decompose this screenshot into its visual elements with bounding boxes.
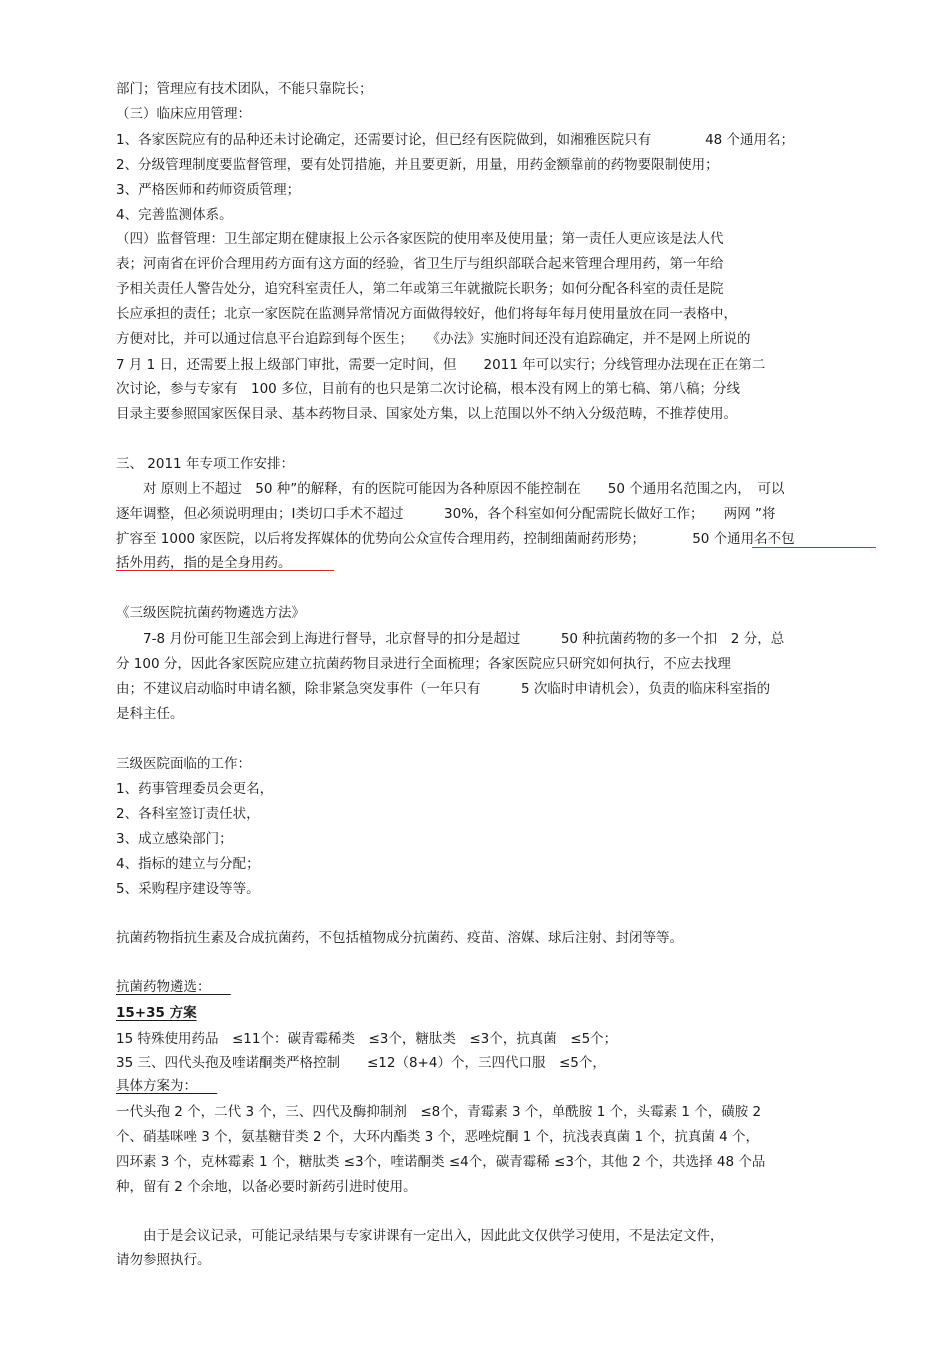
- text-line: 35 三、四代头孢及喹诺酮类严格控制 ≤12（8+4）个，三四代口服 ≤5个，: [116, 1055, 606, 1071]
- section-heading: 《三级医院抗菌药物遴选方法》: [116, 605, 305, 621]
- section-heading: （三）临床应用管理：: [116, 106, 251, 122]
- text-line: 予相关责任人警告处分，追究科室责任人，第二年或第三年就撤院长职务；如何分配各科室的责任是院: [116, 281, 724, 297]
- text-line: 由于是会议记录，可能记录结果与专家讲课有一定出入，因此此文仅供学习使用，不是法定文件，: [116, 1228, 724, 1244]
- text-line: 个、硝基咪唑 3 个，氨基糖苷类 2 个，大环内酯类 3 个，恶唑烷酮 1 个，抗浅表真菌 1 个，抗真菌 4 个，: [116, 1129, 760, 1145]
- list-item: 3、成立感染部门；: [116, 831, 233, 847]
- text-line: 次讨论，参与专家有 100 多位，目前有的也只是第二次讨论稿，根本没有网上的第七稿、第八稿；分线: [116, 381, 741, 397]
- list-item: 2、各科室签订责任状，: [116, 806, 260, 822]
- list-item: 1、各家医院应有的品种还未讨论确定，还需要讨论，但已经有医院做到，如湘雅医院只有 48 个通用名；: [116, 132, 795, 148]
- list-item: 2、分级管理制度要监督管理，要有处罚措施，并且要更新，用量，用药金额靠前的药物要限制使用；: [116, 157, 719, 173]
- section-heading: 具体方案为：: [116, 1078, 218, 1094]
- text-line: 抗菌药物指抗生素及合成抗菌药，不包括植物成分抗菌药、疫苗、溶媒、球后注射、封闭等等。: [116, 930, 683, 946]
- text-line: 种，留有 2 个余地，以备必要时新药引进时使用。: [116, 1179, 417, 1195]
- list-item: 3、严格医师和药师资质管理；: [116, 182, 301, 198]
- text-line: 括外用药，指的是全身用药。: [116, 555, 292, 571]
- text-line: 扩容至 1000 家医院，以后将发挥媒体的优势向公众宣传合理用药，控制细菌耐药形势； 50 个通用名不包: [116, 531, 795, 547]
- text-line: 方便对比，并可以通过信息平台追踪到每个医生； 《办法》实施时间还没有追踪确定，并不是网上所说的: [116, 331, 751, 347]
- list-item: 5、采购程序建设等等。: [116, 881, 260, 897]
- text-line: 四环素 3 个，克林霉素 1 个，糖肽类 ≤3个，喹诺酮类 ≤4个，碳青霉稀 ≤3个，其他 2 个，共选择 48 个品: [116, 1154, 766, 1170]
- red-underline-annotation: [752, 547, 876, 548]
- list-item: 1、药事管理委员会更名，: [116, 781, 274, 797]
- section-heading: （四）监督管理：卫生部定期在健康报上公示各家医院的使用率及使用量；第一责任人更应该是法人代: [116, 231, 724, 247]
- section-heading: 三、 2011 年专项工作安排：: [116, 456, 294, 472]
- text-line: 是科主任。: [116, 706, 184, 722]
- text-line: 逐年调整，但必须说明理由；Ⅰ类切口手术不超过 30%，各个科室如何分配需院长做好工作； 两网 ”将: [116, 506, 776, 522]
- section-heading: 三级医院面临的工作：: [116, 756, 251, 772]
- text-line: 15 特殊使用药品 ≤11个：碳青霉稀类 ≤3个，糖肽类 ≤3个，抗真菌 ≤5个；: [116, 1031, 618, 1047]
- text-line: 表；河南省在评价合理用药方面有这方面的经验，省卫生厅与组织部联合起来管理合理用药，第一年给: [116, 256, 724, 272]
- list-item: 4、完善监测体系。: [116, 207, 233, 223]
- text-line: 长应承担的责任；北京一家医院在监测异常情况方面做得较好，他们将每年每月使用量放在同一表格中，: [116, 306, 737, 322]
- text-line: 由；不建议启动临时申请名额，除非紧急突发事件（一年只有 5 次临时申请机会），负责的临床科室指的: [116, 681, 771, 697]
- text-line: 请勿参照执行。: [116, 1252, 211, 1268]
- text-line: 7 月 1 日，还需要上报上级部门审批，需要一定时间，但 2011 年可以实行；分线管理办法现在正在第二: [116, 357, 766, 373]
- list-item: 4、指标的建立与分配；: [116, 856, 260, 872]
- text-line: 部门；管理应有技术团队，不能只靠院长；: [116, 81, 373, 97]
- section-heading: 抗菌药物遴选：: [116, 979, 231, 995]
- text-line: 一代头孢 2 个，二代 3 个，三、四代及酶抑制剂 ≤8个，青霉素 3 个，单酰胺 1 个，头霉素 1 个，磺胺 2: [116, 1104, 762, 1120]
- text-line: 目录主要参照国家医保目录、基本药物目录、国家处方集，以上范围以外不纳入分级范畴，不推荐使用。: [116, 406, 737, 422]
- section-heading: 15+35 方案: [116, 1005, 197, 1021]
- text-line: 对 原则上不超过 50 种”的解释，有的医院可能因为各种原因不能控制在 50 个通用名范围之内， 可以: [116, 481, 785, 497]
- text-line: 7-8 月份可能卫生部会到上海进行督导，北京督导的扣分是超过 50 种抗菌药物的多一个扣 2 分，总: [116, 631, 785, 647]
- red-underline-annotation: [116, 570, 334, 571]
- text-line: 分 100 分，因此各家医院应建立抗菌药物目录进行全面梳理；各家医院应只研究如何执行，不应去找理: [116, 656, 731, 672]
